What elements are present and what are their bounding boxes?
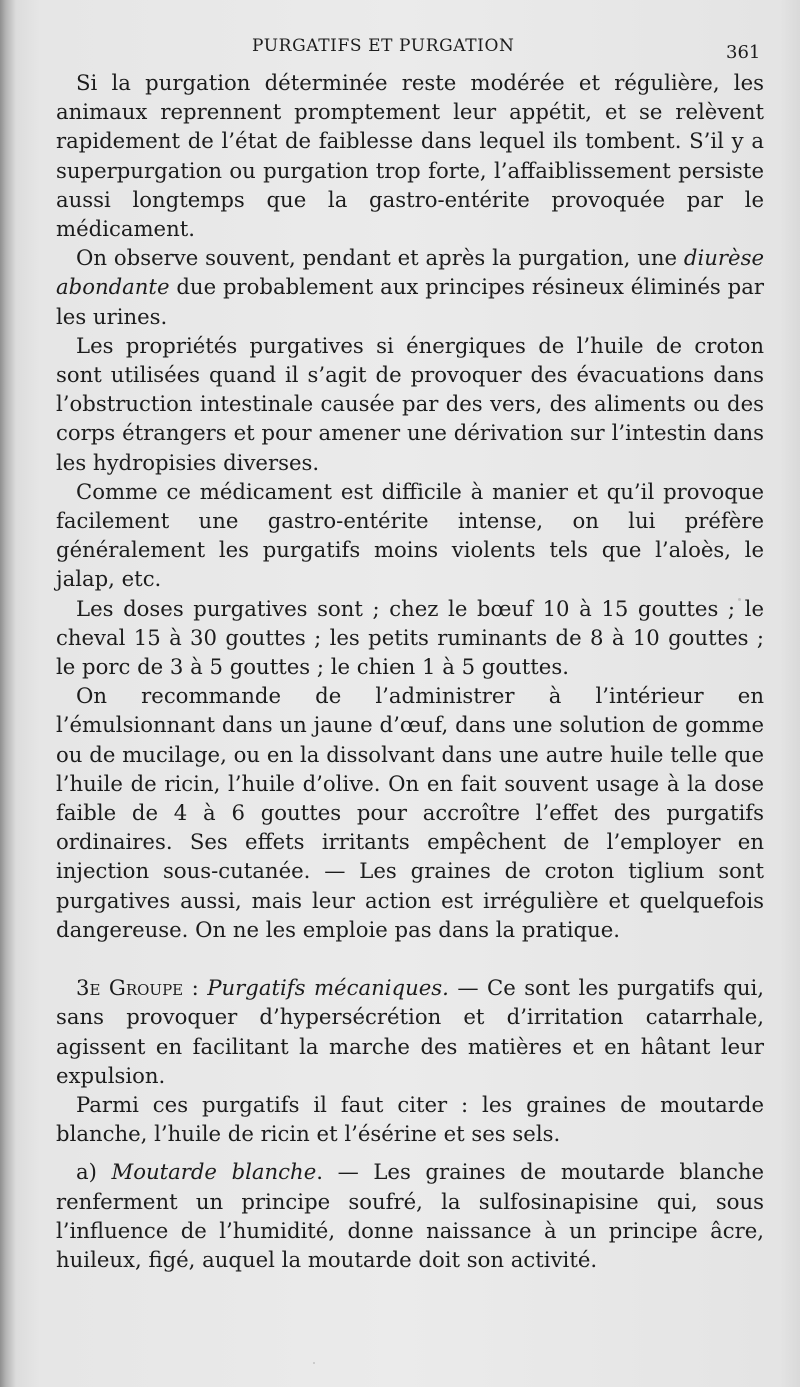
group-three-text: — Ce sont les purgatifs qui, sans provoquer d’hypersécrétion et d’irritation catarrhale, agissent en facilitant la marche des matières et en hâtant leur expulsion. — [56, 975, 764, 1088]
body-text — [56, 68, 764, 1274]
paragraph-croton-properties: Les propriétés purgatives si énergiques de l’huile de croton sont utilisées quand il s’agit de provoquer des évacuations dans l’obstruction intestinale causée par des vers, des aliments ou des corps étrangers et pour amener une dérivation sur l’intestin dans les hydropisies diverses. — [56, 332, 764, 475]
paragraph-purgative-list: Parmi ces purgatifs il faut citer : les graines de moutarde blanche, l’huile de ricin et l’ésérine et ses sels. — [56, 1091, 764, 1147]
paragraph-diuresis — [56, 243, 764, 331]
white-mustard-heading: Moutarde blanche — [111, 1159, 317, 1185]
paragraph-croton-handling: Comme ce médicament est difficile à manier et qu’il provoque facilement une gastro-entérite intense, on lui préfère généralement les purgatifs moins violents tels que l’aloès, le jalap, etc. — [56, 478, 764, 592]
page-number: 361 — [726, 42, 761, 63]
group-three-label: 3e Groupe : — [76, 975, 199, 1001]
section-gap — [56, 944, 764, 973]
paragraph-white-mustard — [56, 1157, 764, 1274]
paragraph-diuresis-end: due probablement aux principes résineux éliminés par les urines. — [56, 274, 764, 329]
paragraph-diuresis-start: On observe souvent, pendant et après la purgation, une — [76, 245, 684, 271]
paragraph-administration: On recommande de l’administrer à l’intérieur en l’émulsionnant dans un jaune d’œuf, dans une solution de gomme ou de mucilage, ou en la dissolvant dans une autre huile telle que l’huile de ricin, l’huile d’olive. On en fait souvent usage à la dose faible de 4 à 6 gouttes pour accroître l’effet des purgatifs ordinaires. Ses effets irritants empêchent de l’employer en injection sous-cutanée. — Les graines de croton tiglium sont purgatives aussi, mais leur action est irrégulière et quelquefois dangereuse. On ne les emploie pas dans la pratique. — [56, 683, 764, 942]
running-title: PURGATIFS ET PURGATION — [252, 36, 515, 56]
paragraph-purgation-effects: Si la purgation déterminée reste modérée et régulière, les animaux reprennent promptement leur appétit, et se relèvent rapidement de l’état de faiblesse dans lequel ils tombent. S’il y a superpurgation ou purgation trop forte, l’affaiblissement persiste aussi longtemps que la gastro-entérite provoquée par le médicament. — [56, 70, 764, 242]
white-mustard-text: . — Les graines de moutarde blanche renferment un principe soufré, la sulfosinapisine qui, sous l’influence de l’humidité, donne naissance à un principe âcre, huileux, figé, auquel la moutarde doit son activité. — [56, 1159, 764, 1272]
subsection-gap — [56, 1148, 764, 1157]
paragraph-doses: Les doses purgatives sont ; chez le bœuf 10 à 15 gouttes ; le cheval 15 à 30 gouttes ; les petits ruminants de 8 à 10 gouttes ; le porc de 3 à 5 gouttes ; le chien 1 à 5 gouttes. — [56, 595, 764, 680]
paragraph-group-three — [56, 973, 764, 1090]
scan-speck — [738, 598, 741, 601]
group-three-heading: Purgatifs mécaniques. — [207, 975, 449, 1001]
paragraph-diuresis-emphasis: diurèse abondante — [56, 245, 764, 300]
white-mustard-label: a) — [76, 1159, 112, 1185]
scan-speck — [313, 1362, 315, 1364]
page-header — [0, 36, 800, 63]
